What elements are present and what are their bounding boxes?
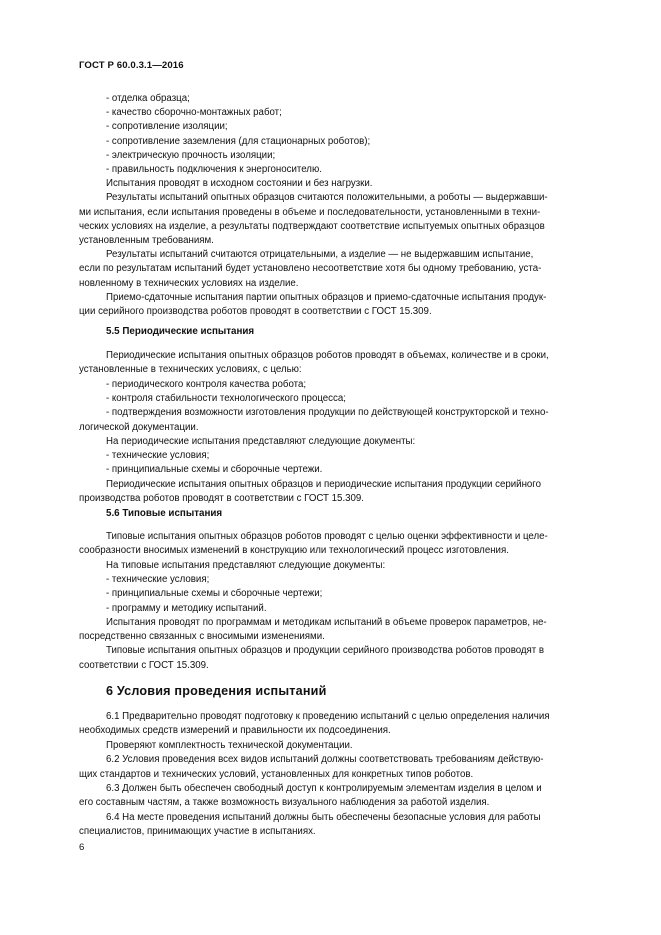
section-5-6-title: 5.6 Типовые испытания (106, 508, 223, 519)
text-line: Типовые испытания опытных образцов роботов проводят с целью оценки эффективности и целе- (106, 531, 548, 542)
text-line: установленным требованиям. (79, 235, 214, 246)
text-line: - контроля стабильности технологического процесса; (106, 392, 346, 404)
text-line: сообразности вносимых изменений в конструкцию или технологический процесс изготовления. (79, 545, 509, 557)
text-line: - периодического контроля качества робота; (106, 378, 307, 390)
text-line: - технические условия; (106, 573, 210, 585)
text-line: Проверяют комплектность технической документации. (106, 739, 353, 751)
text-line: необходимых средств измерений и правильности их подсоединения. (79, 725, 391, 737)
text-line: логической документации. (79, 421, 199, 433)
text-line: специалистов, принимающих участие в испытаниях. (79, 826, 316, 838)
text-line: - сопротивление изоляции; (106, 121, 228, 133)
text-line: Результаты испытаний опытных образцов считаются положительными, а роботы — выдержавши- (106, 192, 548, 204)
text-line: соответствии с ГОСТ 15.309. (79, 659, 209, 671)
text-line: - технические условия; (106, 450, 210, 462)
text-line: - подтверждения возможности изготовления продукции по действующей конструкторской и техно- (106, 407, 549, 419)
text-line: ческих условиях на изделие, а результаты подтверждают соответствие испытуемых опытных образцов (79, 220, 545, 232)
text-line: На типовые испытания представляют следующие документы: (106, 559, 386, 571)
text-line: - правильность подключения к энергоносителю. (106, 164, 322, 175)
text-line: 6.2 Условия проведения всех видов испытаний должны соответствовать требованиям действую- (106, 754, 544, 766)
text-line: Результаты испытаний считаются отрицательными, а изделие — не выдержавшим испытание, (106, 249, 534, 261)
text-line: Периодические испытания опытных образцов роботов проводят в объемах, количестве и в сроки, (106, 350, 549, 361)
text-line: 6.3 Должен быть обеспечен свободный доступ к контролируемым элементам изделия в целом и (106, 783, 542, 794)
text-line: - качество сборочно-монтажных работ; (106, 107, 282, 119)
text-line: его составным частям, а также возможность визуального наблюдения за работой изделия. (79, 797, 490, 809)
text-line: 6.4 На месте проведения испытаний должны быть обеспечены безопасные условия для работы (106, 811, 541, 823)
text-line: Типовые испытания опытных образцов и продукции серийного производства роботов проводят в (106, 645, 545, 657)
text-line: новленному в технических условиях на изделие. (79, 277, 299, 289)
text-line: Испытания проводят в исходном состоянии и без нагрузки. (106, 178, 373, 190)
text-line: - программу и методику испытаний. (106, 602, 267, 614)
text-line: Периодические испытания опытных образцов и периодические испытания продукции серийного (106, 478, 542, 490)
document-header: ГОСТ Р 60.0.3.1—2016 (79, 60, 184, 71)
text-line: На периодические испытания представляют следующие документы: (106, 435, 416, 447)
text-line: установленные в технических условиях, с целью: (79, 364, 302, 376)
text-line: - электрическую прочность изоляции; (106, 149, 276, 161)
text-line: - сопротивление заземления (для стационарных роботов); (106, 135, 371, 147)
text-line: 6.1 Предварительно проводят подготовку к проведению испытаний с целью определения наличия (106, 711, 550, 722)
section-6-title: 6 Условия проведения испытаний (106, 684, 327, 698)
page-number: 6 (79, 842, 85, 853)
text-line: - принципиальные схемы и сборочные чертежи. (106, 464, 323, 476)
text-line: посредственно связанных с вносимыми изменениями. (79, 631, 325, 643)
text-line: Испытания проводят по программам и методикам испытаний в объеме проверок параметров, не- (106, 616, 547, 628)
text-line: если по результатам испытаний будет установлено несоответствие хотя бы одному требованию, уста- (79, 263, 542, 275)
text-line: ми испытания, если испытания проведены в объеме и последовательности, установленными в техни- (79, 206, 541, 218)
section-5-5-title: 5.5 Периодические испытания (106, 326, 255, 337)
text-line: - принципиальные схемы и сборочные чертежи; (106, 588, 323, 600)
text-line: производства роботов проводят в соответствии с ГОСТ 15.309. (79, 493, 364, 504)
text-line: - отделка образца; (106, 93, 190, 104)
text-line: щих стандартов и технических условий, установленных для конкретных типов роботов. (79, 768, 474, 780)
text-line: Приемо-сдаточные испытания партии опытных образцов и приемо-сдаточные испытания продук- (106, 291, 547, 303)
text-line: ции серийного производства роботов проводят в соответствии с ГОСТ 15.309. (79, 306, 432, 317)
